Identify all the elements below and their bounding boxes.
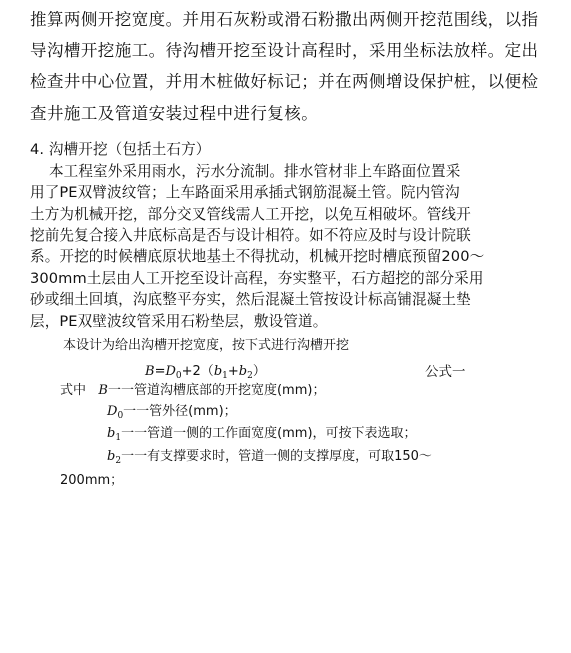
paragraph-2-line-2: 用了PE双臂波纹管；上车路面采用承插式钢筋混凝土管。院内管沟 [30, 184, 460, 201]
formula-b2-var: b [238, 364, 248, 379]
formula-b-var: B [145, 364, 155, 379]
formula-d-var: D [165, 364, 176, 379]
definition-b-var: B [98, 383, 108, 398]
definition-b [60, 384, 325, 397]
definition-d0-var: D [107, 404, 118, 419]
paragraph-2-line-7: 砂或细土回填，沟底整平夯实，然后混凝土管按设计标高铺混凝土垫 [30, 291, 471, 308]
definition-b2 [107, 450, 432, 466]
paragraph-2-line-4: 挖前先复合接入井底标高是否与设计相符。如不符应及时与设计院联 [30, 227, 471, 244]
formula-b2-sub: 2 [247, 371, 253, 381]
paragraph-2-line-5: 系。开挖的时候槽底原状地基土不得扰动，机械开挖时槽底预留200～ [30, 248, 485, 265]
formula-b1-var: b [213, 364, 223, 379]
formula-close: ） [252, 364, 266, 379]
paragraph-1-line-1: 推算两侧开挖宽度。并用石灰粉或滑石粉撒出两侧开挖范围线，以指 [30, 10, 539, 29]
definition-b2-sub: 2 [115, 456, 122, 466]
formula-label: 公式一 [425, 364, 466, 380]
formula-plus-2: + [227, 364, 239, 379]
definition-b2-var: b [107, 449, 116, 464]
definition-prefix: 式中 [60, 383, 87, 398]
paragraph-2-line-8: 层，PE双壁波纹管采用石粉垫层，敷设管道。 [30, 313, 328, 330]
section-4-heading: 4. 沟槽开挖（包括土石方） [30, 141, 211, 158]
definition-d0-sub: 0 [117, 411, 124, 421]
formula-equation [145, 360, 266, 381]
definition-b2-continuation: 200mm； [60, 473, 124, 488]
formula-d-sub: 0 [175, 371, 182, 381]
definition-b1-text: 一一管道一侧的工作面宽度(mm)，可按下表选取； [121, 426, 417, 441]
paragraph-2-line-6: 300mm土层由人工开挖至设计高程，夯实整平，石方超挖的部分采用 [30, 270, 484, 287]
definition-b1-var: b [107, 426, 116, 441]
definition-b1-sub: 1 [115, 433, 122, 443]
paragraph-2-line-1: 本工程室外采用雨水，污水分流制。排水管材非上车路面位置采 [30, 163, 461, 180]
formula-b1-sub: 1 [222, 371, 228, 381]
paragraph-1-line-3: 检查井中心位置，并用木桩做好标记；并在两侧增设保护桩，以便检 [30, 72, 539, 91]
paragraph-1-line-4: 查井施工及管道安装过程中进行复核。 [30, 104, 319, 123]
definition-d0-text: 一一管外径(mm)； [123, 404, 237, 419]
paragraph-2-line-3: 土方为机械开挖，部分交叉管线需人工开挖，以免互相破坏。管线开 [30, 206, 471, 223]
definition-b1 [107, 427, 417, 443]
formula-equals: = [154, 364, 166, 379]
definition-b-text: 一一管道沟槽底部的开挖宽度(mm)； [107, 383, 326, 398]
definition-b2-text: 一一有支撑要求时，管道一侧的支撑厚度，可取150～ [121, 449, 432, 464]
formula-intro: 本设计为给出沟槽开挖宽度，按下式进行沟槽开挖 [63, 338, 350, 353]
paragraph-1-line-2: 导沟槽开挖施工。待沟槽开挖至设计高程时，采用坐标法放样。定出 [30, 41, 539, 60]
formula-plus: +2（ [181, 364, 214, 379]
definition-d0 [107, 405, 237, 421]
